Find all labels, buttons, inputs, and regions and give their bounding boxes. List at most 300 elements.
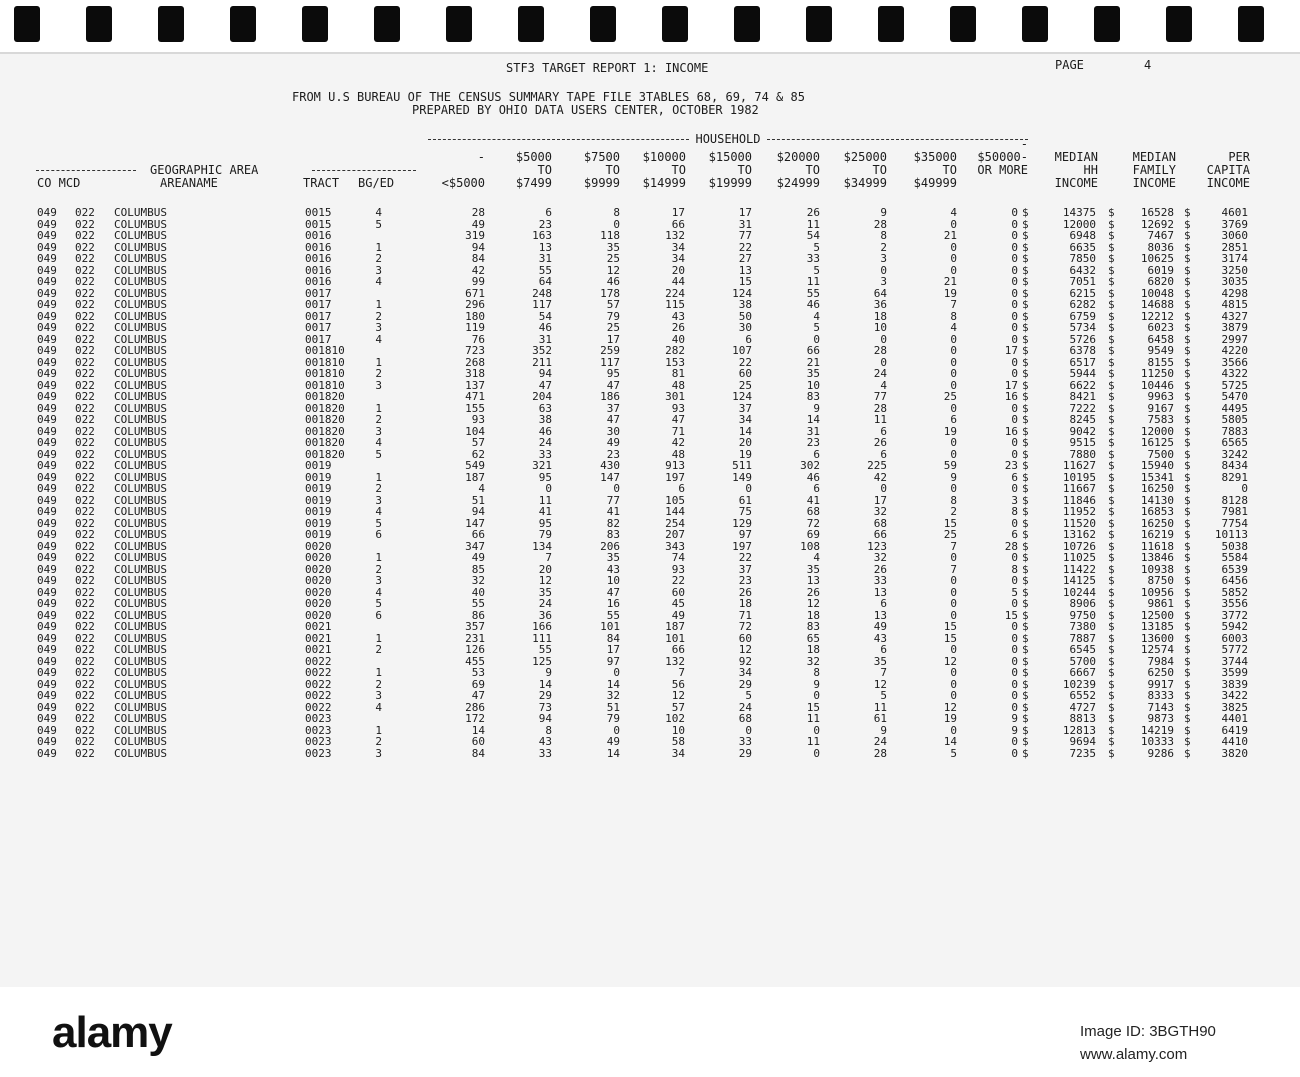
tract-cell: 001820 [305,436,345,449]
table-row [0,253,1300,265]
10000-14999-cell: 42 [671,436,685,449]
20000-24999-cell: 18 [806,643,820,656]
20000-24999-cell: 41 [806,493,820,507]
areaname-cell: COLUMBUS [114,746,167,760]
35000-49999-cell: 0 [950,551,957,564]
bg-ed-cell: 5 [375,597,382,610]
50000-plus-cell: 0 [1011,574,1018,587]
mcd-cell: 022 [75,309,95,323]
dollar-sign: $ [1108,263,1115,277]
dollar-sign: $ [1022,643,1029,656]
7500-9999-cell: 0 [613,482,620,495]
dollar-sign: $ [1022,298,1029,311]
tract-header: TRACT [303,176,340,190]
5000-7499-cell: 33 [538,746,552,760]
areaname-cell: COLUMBUS [114,459,167,472]
dollar-sign: $ [1184,240,1191,254]
bg-ed-cell: 4 [375,332,382,346]
lt5000-cell: 55 [471,597,485,610]
per-capita-cell: 0 [1241,482,1248,495]
areaname-cell: COLUMBUS [114,447,167,461]
median-hh-cell: 11667 [1062,482,1096,495]
median-family-cell: 9861 [1147,597,1174,610]
lt5000-cell: 4 [478,482,485,495]
lt5000-cell: 187 [465,470,485,484]
lt5000-cell: 455 [465,654,485,668]
per-capita-cell: 5584 [1221,551,1248,564]
per-capita-cell: 4401 [1221,712,1248,725]
per-capita-cell: 3825 [1221,700,1248,714]
areaname-cell: COLUMBUS [114,229,167,242]
5000-7499-cell: 6 [545,206,552,219]
7500-9999-cell: 79 [606,712,620,725]
spiral-binding [0,0,1300,52]
mcd-cell: 022 [75,470,95,484]
15000-19999-cell: 23 [738,574,752,587]
35000-49999-cell: 25 [943,528,957,541]
per-capita-cell: 4410 [1221,735,1248,748]
dollar-sign: $ [1184,459,1191,472]
median-hh-cell: 9515 [1069,436,1096,449]
bg-ed-cell: 2 [375,309,382,323]
35000-49999-cell: 7 [950,298,957,311]
tract-cell: 0021 [305,620,332,633]
lt5000-cell: 104 [465,424,485,438]
dollar-sign: $ [1022,677,1029,691]
7500-9999-cell: 97 [606,654,620,668]
5000-7499-cell: 79 [538,528,552,541]
25000-34999-cell: 17 [873,493,887,507]
per-capita-cell: 3566 [1221,355,1248,369]
median-family-cell: 9167 [1147,401,1174,415]
mcd-cell: 022 [75,355,95,369]
dollar-sign: $ [1022,263,1029,277]
lt5000-cell: 347 [465,539,485,553]
dollar-sign: $ [1184,551,1191,564]
7500-9999-cell: 16 [606,597,620,610]
median-hh-cell: 9750 [1069,608,1096,622]
bg-ed-cell: 6 [375,608,382,622]
25000-34999-cell: 24 [873,735,887,748]
50000-plus-cell: 15 [1004,608,1018,622]
per-capita-cell: 3820 [1221,746,1248,760]
dollar-sign: $ [1022,309,1029,323]
20000-24999-cell: 21 [806,355,820,369]
mcd-cell: 022 [75,723,95,737]
co-cell: 049 [37,217,57,231]
35000-49999-cell: 0 [950,332,957,346]
per-capita-cell: 4220 [1221,344,1248,357]
50000-plus-cell: 17 [1004,378,1018,392]
10000-14999-cell: 34 [671,746,685,760]
lt5000-cell: 172 [465,712,485,725]
25000-34999-cell: 0 [880,355,887,369]
table-row [0,725,1300,737]
dollar-sign: $ [1022,240,1029,254]
mcd-cell: 022 [75,321,95,334]
10000-14999-cell: 187 [665,620,685,633]
dollar-sign: $ [1184,608,1191,622]
dollar-sign: $ [1022,332,1029,346]
bg-ed-cell: 3 [375,321,382,334]
dollar-sign: $ [1108,597,1115,610]
mcd-cell: 022 [75,390,95,403]
10000-14999-cell: 66 [671,643,685,656]
7500-9999-cell: 77 [606,493,620,507]
50000-plus-cell: 0 [1011,401,1018,415]
25000-34999-cell: 0 [880,263,887,277]
dollar-sign: $ [1022,620,1029,633]
10000-14999-cell: 47 [671,413,685,426]
20000-24999-cell: 0 [813,723,820,737]
co-cell: 049 [37,700,57,714]
median-family-cell: 7467 [1147,229,1174,242]
25000-34999-cell: 24 [873,367,887,380]
20000-24999-cell: 65 [806,631,820,645]
median-hh-cell: 6759 [1069,309,1096,323]
page-label: PAGE [1055,58,1084,72]
median-family-cell: 9917 [1147,677,1174,691]
35000-49999-cell: 15 [943,516,957,530]
per-capita-cell: 8434 [1221,459,1248,472]
income-col-7-header: $25000 TO $34999 [843,150,887,190]
co-cell: 049 [37,252,57,265]
co-cell: 049 [37,597,57,610]
binding-hole [806,6,832,42]
dollar-sign: $ [1184,539,1191,553]
50000-plus-cell: 0 [1011,263,1018,277]
25000-34999-cell: 123 [867,539,887,553]
7500-9999-cell: 47 [606,378,620,392]
dollar-sign: $ [1022,654,1029,668]
dollar-sign: $ [1184,574,1191,587]
bg-ed-cell: 3 [375,378,382,392]
dollar-sign: $ [1108,286,1115,300]
50000-plus-cell: 0 [1011,275,1018,288]
tract-cell: 0020 [305,585,332,599]
co-cell: 049 [37,712,57,725]
5000-7499-cell: 63 [538,401,552,415]
binding-hole [878,6,904,42]
5000-7499-cell: 46 [538,424,552,438]
median-hh-cell: 7380 [1069,620,1096,633]
20000-24999-cell: 72 [806,516,820,530]
income-col-3-header: $7500 TO $9999 [583,150,620,190]
dollar-sign: $ [1108,217,1115,231]
source-line: FROM U.S BUREAU OF THE CENSUS SUMMARY TAPE FILE 3TABLES 68, 69, 74 & 85 [292,90,805,104]
20000-24999-cell: 54 [806,229,820,242]
median-family-cell: 11618 [1140,539,1174,553]
50000-plus-cell: 0 [1011,206,1018,219]
7500-9999-cell: 41 [606,505,620,518]
50000-plus-cell: 0 [1011,620,1018,633]
household-header [428,132,1028,145]
dollar-sign: $ [1022,539,1029,553]
areaname-cell: COLUMBUS [114,482,167,495]
bg-ed-cell: 1 [375,401,382,415]
image-id: Image ID: 3BGTH90 [1080,1023,1216,1040]
tract-cell: 0023 [305,723,332,737]
per-capita-cell: 3035 [1221,275,1248,288]
15000-19999-cell: 29 [738,746,752,760]
15000-19999-cell: 50 [738,309,752,323]
median-family-cell: 12212 [1140,309,1174,323]
dollar-sign: $ [1108,677,1115,691]
median-family-cell: 15940 [1140,459,1174,472]
5000-7499-cell: 73 [538,700,552,714]
15000-19999-cell: 77 [738,229,752,242]
20000-24999-cell: 4 [813,551,820,564]
median-family-cell: 16125 [1140,436,1174,449]
dollar-sign: $ [1184,493,1191,507]
bg-ed-cell: 1 [375,723,382,737]
dollar-sign: $ [1108,436,1115,449]
25000-34999-cell: 3 [880,252,887,265]
dollar-sign: $ [1022,597,1029,610]
25000-34999-cell: 35 [873,654,887,668]
dollar-sign: $ [1184,413,1191,426]
25000-34999-cell: 61 [873,712,887,725]
per-capita-cell: 6565 [1221,436,1248,449]
areaname-cell: COLUMBUS [114,332,167,346]
dollar-sign: $ [1184,252,1191,265]
median-hh-cell: 6432 [1069,263,1096,277]
dollar-sign: $ [1108,551,1115,564]
areaname-cell: COLUMBUS [114,470,167,484]
dollar-sign: $ [1022,275,1029,288]
35000-49999-cell: 12 [943,654,957,668]
5000-7499-cell: 29 [538,689,552,702]
50000-plus-cell: 0 [1011,735,1018,748]
tract-cell: 0015 [305,217,332,231]
35000-49999-cell: 0 [950,689,957,702]
10000-14999-cell: 105 [665,493,685,507]
table-row [0,357,1300,369]
tract-cell: 0022 [305,677,332,691]
25000-34999-cell: 13 [873,608,887,622]
bg-ed-cell: 1 [375,666,382,679]
20000-24999-cell: 26 [806,585,820,599]
tract-cell: 0016 [305,229,332,242]
5000-7499-cell: 41 [538,505,552,518]
50000-plus-cell: 0 [1011,332,1018,346]
co-cell: 049 [37,666,57,679]
35000-49999-cell: 0 [950,597,957,610]
tract-cell: 0020 [305,574,332,587]
lt5000-cell: 180 [465,309,485,323]
25000-34999-cell: 26 [873,562,887,576]
dollar-sign: $ [1108,643,1115,656]
7500-9999-cell: 47 [606,585,620,599]
10000-14999-cell: 102 [665,712,685,725]
lt5000-cell: 286 [465,700,485,714]
25000-34999-cell: 4 [880,378,887,392]
mcd-cell: 022 [75,597,95,610]
25000-34999-cell: 6 [880,424,887,438]
dollar-sign: $ [1184,528,1191,541]
mcd-cell: 022 [75,344,95,357]
lt5000-cell: 42 [471,263,485,277]
bg-ed-cell: 3 [375,574,382,587]
dollar-sign: $ [1184,217,1191,231]
7500-9999-cell: 47 [606,413,620,426]
35000-49999-cell: 59 [943,459,957,472]
dollar-sign: $ [1108,689,1115,702]
15000-19999-cell: 6 [745,332,752,346]
median-hh-cell: 11952 [1062,505,1096,518]
dollar-sign: $ [1108,447,1115,461]
25000-34999-cell: 28 [873,746,887,760]
mcd-cell: 022 [75,459,95,472]
35000-49999-cell: 6 [950,413,957,426]
areaname-cell: COLUMBUS [114,574,167,587]
dollar-sign: $ [1022,551,1029,564]
7500-9999-cell: 14 [606,677,620,691]
7500-9999-cell: 206 [600,539,620,553]
binding-hole [374,6,400,42]
areaname-cell: COLUMBUS [114,493,167,507]
mcd-cell: 022 [75,677,95,691]
areaname-cell: COLUMBUS [114,539,167,553]
10000-14999-cell: 17 [671,206,685,219]
dollar-sign: $ [1184,516,1191,530]
15000-19999-cell: 129 [732,516,752,530]
7500-9999-cell: 25 [606,252,620,265]
7500-9999-cell: 117 [600,355,620,369]
35000-49999-cell: 0 [950,666,957,679]
15000-19999-cell: 26 [738,585,752,599]
20000-24999-cell: 46 [806,470,820,484]
binding-hole [302,6,328,42]
25000-34999-cell: 64 [873,286,887,300]
per-capita-cell: 5772 [1221,643,1248,656]
lt5000-cell: 319 [465,229,485,242]
dollar-sign: $ [1022,378,1029,392]
7500-9999-cell: 101 [600,620,620,633]
co-cell: 049 [37,263,57,277]
per-capita-cell: 5852 [1221,585,1248,599]
dollar-sign: $ [1184,447,1191,461]
table-row [0,575,1300,587]
co-cell: 049 [37,436,57,449]
20000-24999-cell: 5 [813,321,820,334]
50000-plus-cell: 0 [1011,321,1018,334]
mcd-cell: 022 [75,539,95,553]
lt5000-cell: 49 [471,551,485,564]
co-cell: 049 [37,367,57,380]
15000-19999-cell: 5 [745,689,752,702]
mcd-cell: 022 [75,551,95,564]
areaname-cell: COLUMBUS [114,689,167,702]
binding-hole [662,6,688,42]
dollar-sign: $ [1184,355,1191,369]
co-cell: 049 [37,401,57,415]
binding-hole [1238,6,1264,42]
per-capita-cell: 3174 [1221,252,1248,265]
10000-14999-cell: 22 [671,574,685,587]
mcd-cell: 022 [75,585,95,599]
20000-24999-cell: 83 [806,390,820,403]
tract-cell: 0019 [305,505,332,518]
35000-49999-cell: 12 [943,700,957,714]
7500-9999-cell: 14 [606,746,620,760]
areaname-cell: COLUMBUS [114,263,167,277]
lt5000-cell: 32 [471,574,485,587]
areaname-cell: COLUMBUS [114,217,167,231]
20000-24999-cell: 35 [806,562,820,576]
areaname-cell: COLUMBUS [114,252,167,265]
bg-ed-cell: 4 [375,585,382,599]
per-capita-cell: 5725 [1221,378,1248,392]
10000-14999-cell: 44 [671,275,685,288]
7500-9999-cell: 147 [600,470,620,484]
25000-34999-cell: 0 [880,482,887,495]
dollar-sign: $ [1108,746,1115,760]
co-cell: 049 [37,229,57,242]
tract-cell: 0023 [305,746,332,760]
dollar-sign: $ [1184,436,1191,449]
median-hh-cell: 7051 [1069,275,1096,288]
dollar-sign: $ [1184,666,1191,679]
5000-7499-cell: 95 [538,470,552,484]
10000-14999-cell: 101 [665,631,685,645]
tract-cell: 001810 [305,378,345,392]
tract-cell: 001820 [305,447,345,461]
15000-19999-cell: 20 [738,436,752,449]
25000-34999-cell: 28 [873,344,887,357]
5000-7499-cell: 23 [538,217,552,231]
median-hh-cell: 5726 [1069,332,1096,346]
median-family-cell: 6820 [1147,275,1174,288]
7500-9999-cell: 49 [606,735,620,748]
co-cell: 049 [37,390,57,403]
co-cell: 049 [37,447,57,461]
25000-34999-cell: 0 [880,332,887,346]
50000-plus-cell: 8 [1011,505,1018,518]
table-row [0,679,1300,691]
dollar-sign: $ [1184,470,1191,484]
table-row [0,288,1300,300]
dollar-sign: $ [1022,493,1029,507]
25000-34999-cell: 11 [873,413,887,426]
median-family-cell: 7500 [1147,447,1174,461]
areaname-cell: COLUMBUS [114,390,167,403]
25000-34999-cell: 13 [873,585,887,599]
tract-cell: 001820 [305,390,345,403]
50000-plus-cell: 0 [1011,631,1018,645]
table-row [0,495,1300,507]
mcd-cell: 022 [75,608,95,622]
35000-49999-cell: 15 [943,631,957,645]
35000-49999-cell: 0 [950,574,957,587]
10000-14999-cell: 144 [665,505,685,518]
median-hh-cell: 9042 [1069,424,1096,438]
dollar-sign: $ [1108,585,1115,599]
tract-cell: 0015 [305,206,332,219]
median-family-cell: 14688 [1140,298,1174,311]
tract-cell: 001820 [305,424,345,438]
5000-7499-cell: 11 [538,493,552,507]
lt5000-cell: 69 [471,677,485,691]
25000-34999-cell: 10 [873,321,887,334]
5000-7499-cell: 64 [538,275,552,288]
20000-24999-cell: 55 [806,286,820,300]
35000-49999-cell: 0 [950,643,957,656]
tract-cell: 0022 [305,666,332,679]
tract-cell: 0019 [305,459,332,472]
lt5000-cell: 471 [465,390,485,403]
areaname-cell: COLUMBUS [114,654,167,668]
